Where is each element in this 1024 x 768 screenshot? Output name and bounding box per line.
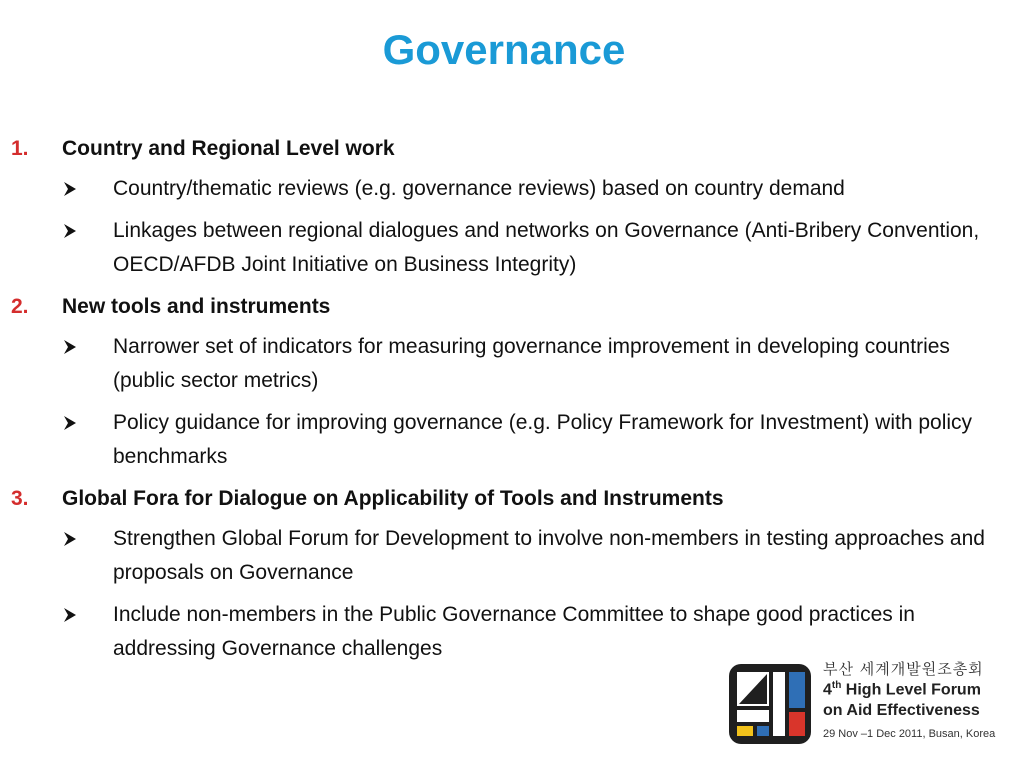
logo-date: 29 Nov –1 Dec 2011, Busan, Korea: [823, 728, 996, 740]
section-heading: [0, 290, 1024, 324]
bullet-item: [0, 330, 1024, 398]
arrow-bullet-icon: [62, 607, 78, 623]
section-title: New tools and instruments: [62, 295, 331, 318]
section-number: 3.: [11, 487, 29, 510]
slide-content: [0, 132, 1024, 674]
forum-logo: [727, 658, 1007, 750]
bullet-item: [0, 598, 1024, 666]
section-heading: [0, 482, 1024, 516]
arrow-bullet-icon: [62, 181, 78, 197]
bullet-text: Include non-members in the Public Governance Committee to shape good practices in addressing Governance challenges: [113, 603, 915, 660]
bullet-item: [0, 522, 1024, 590]
logo-title-rest: High Level Forum: [841, 681, 981, 699]
bullet-text: Strengthen Global Forum for Development to involve non-members in testing approaches and proposals on Governance: [113, 527, 985, 584]
bullet-item: [0, 172, 1024, 206]
logo-title-line1: [823, 680, 981, 699]
logo-ordinal-suffix: th: [831, 680, 842, 691]
forum-logo-mark-icon: [727, 662, 813, 746]
section-number: 2.: [11, 295, 29, 318]
bullet-text: Policy guidance for improving governance (e.g. Policy Framework for Investment) with policy benchmarks: [113, 411, 973, 468]
bullet-text: Linkages between regional dialogues and networks on Governance (Anti-Bribery Convention, OECD/AFDB Joint Initiative on Business Integrity): [113, 219, 980, 276]
section-heading: [0, 132, 1024, 166]
logo-title-line2: on Aid Effectiveness: [823, 702, 980, 719]
section-2: [0, 290, 1024, 474]
arrow-bullet-icon: [62, 415, 78, 431]
arrow-bullet-icon: [62, 339, 78, 355]
section-number: 1.: [11, 137, 29, 160]
bullet-text: Narrower set of indicators for measuring governance improvement in developing countries (public sector metrics): [113, 335, 950, 392]
section-title: Country and Regional Level work: [62, 137, 395, 160]
arrow-bullet-icon: [62, 531, 78, 547]
logo-korean-text: 부산 세계개발원조총회: [823, 660, 984, 678]
section-3: [0, 482, 1024, 666]
section-title: Global Fora for Dialogue on Applicability of Tools and Instruments: [62, 487, 724, 510]
slide-title: Governance: [382, 26, 626, 73]
arrow-bullet-icon: [62, 223, 78, 239]
bullet-item: [0, 214, 1024, 282]
bullet-text: Country/thematic reviews (e.g. governance reviews) based on country demand: [113, 177, 845, 200]
bullet-item: [0, 406, 1024, 474]
logo-ordinal: 4: [823, 681, 832, 699]
section-1: [0, 132, 1024, 282]
